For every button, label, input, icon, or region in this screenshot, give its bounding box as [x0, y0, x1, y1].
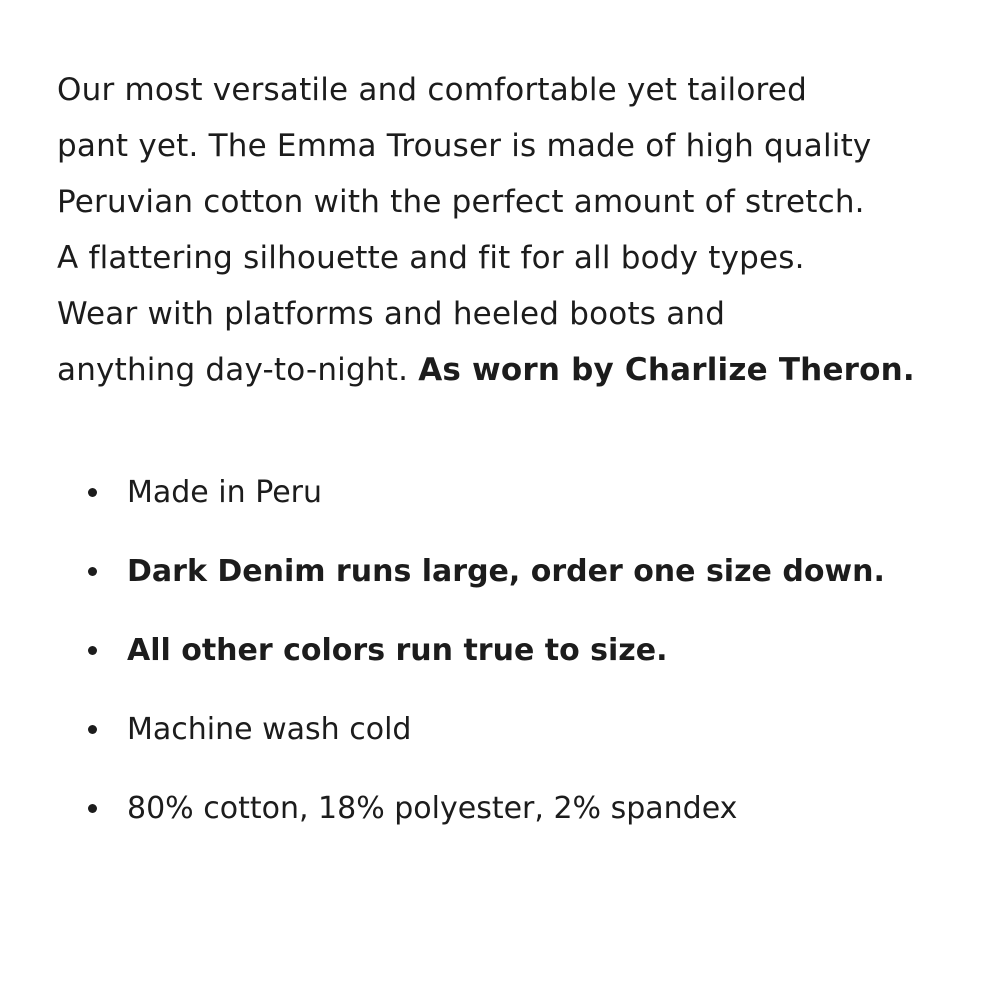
bullet-icon: [88, 646, 97, 655]
description-line: pant yet. The Emma Trouser is made of high quality: [57, 128, 872, 164]
bullet-icon: [88, 725, 97, 734]
description-line: Our most versatile and comfortable yet tailored: [57, 72, 807, 108]
feature-text: Made in Peru: [127, 475, 323, 510]
celebrity-mention: As worn by Charlize Theron.: [418, 352, 915, 388]
product-description: [57, 62, 957, 398]
description-line: A flattering silhouette and fit for all body types.: [57, 240, 805, 276]
description-last-line: [57, 342, 957, 398]
product-features-list: [85, 467, 965, 862]
feature-item-other-colors-fit: [85, 625, 965, 704]
description-line: Peruvian cotton with the perfect amount of stretch.: [57, 184, 865, 220]
bullet-icon: [88, 488, 97, 497]
bullet-icon: [88, 567, 97, 576]
feature-item-material: [85, 783, 965, 862]
feature-item-care: [85, 704, 965, 783]
feature-text: Dark Denim runs large, order one size down.: [127, 554, 885, 589]
feature-item-dark-denim-fit: [85, 546, 965, 625]
feature-text: All other colors run true to size.: [127, 633, 668, 668]
feature-text: 80% cotton, 18% polyester, 2% spandex: [127, 791, 738, 826]
bullet-icon: [88, 804, 97, 813]
feature-item-origin: [85, 467, 965, 546]
description-text: anything day-to-night.: [57, 352, 419, 388]
feature-text: Machine wash cold: [127, 712, 412, 747]
description-line: Wear with platforms and heeled boots and: [57, 296, 726, 332]
